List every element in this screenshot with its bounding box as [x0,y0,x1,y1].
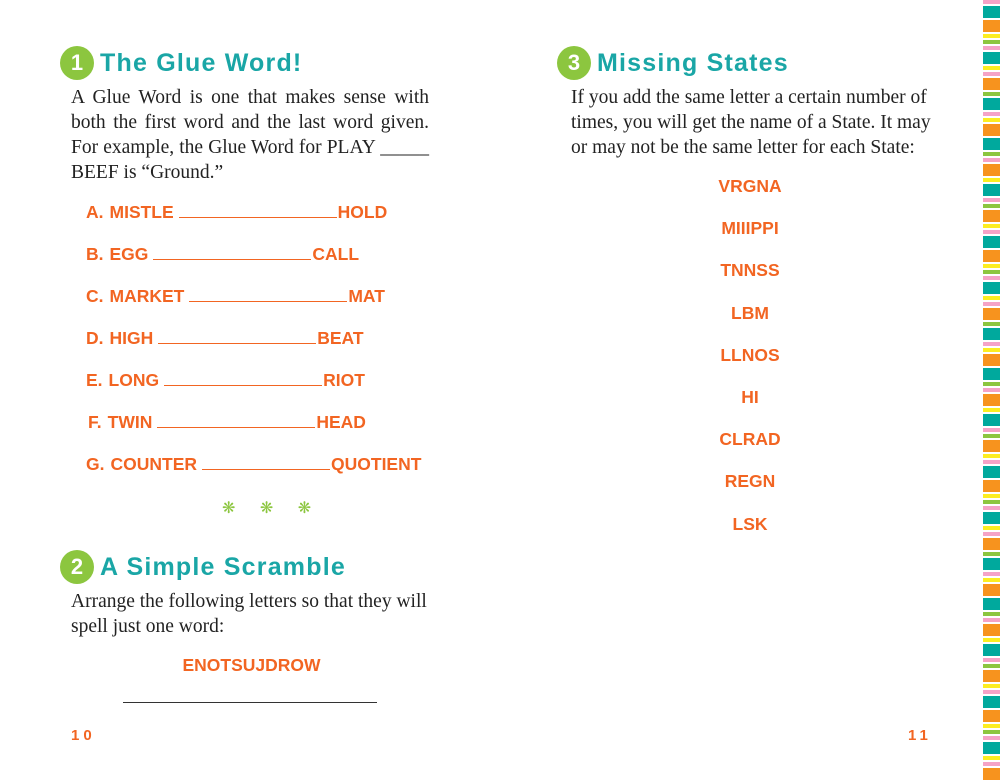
puzzle2-title: A Simple Scramble [100,552,346,581]
left-page [0,0,490,776]
stripe-segment [983,394,1000,406]
decorative-stripe-border [983,0,1000,776]
page-number-right: 11 [908,727,932,744]
stripe-segment [983,414,1000,426]
stripe-segment [983,368,1000,380]
glue-item-blank[interactable] [179,203,337,218]
glue-word-item [86,244,359,265]
puzzle1-title: The Glue Word! [100,48,303,77]
stripe-segment [983,624,1000,636]
puzzle2-intro: Arrange the following letters so that they will spell just one word: [71,591,427,637]
glue-item-last-word: CALL [312,244,360,264]
stripe-segment [983,328,1000,340]
state-puzzle-item: MIIIPPI [721,218,779,239]
stripe-segment [983,236,1000,248]
stripe-segment [983,210,1000,222]
glue-item-letter: E. [86,370,103,390]
puzzle1-intro: A Glue Word is one that makes sense with both the first word and the last word given. For example, the Glue Word for PLAY _____ BEEF is “Ground.” [71,87,429,183]
glue-item-first-word: MISTLE [109,202,174,222]
glue-item-letter: C. [86,286,104,306]
stripe-segment [983,52,1000,64]
stripe-segment [983,164,1000,176]
glue-item-last-word: QUOTIENT [331,454,422,474]
puzzle1-number-badge: 1 [60,46,94,80]
stripe-segment [983,440,1000,452]
stripe-segment [983,282,1000,294]
stripe-segment [983,644,1000,656]
stripe-segment [983,480,1000,492]
stripe-segment [983,6,1000,18]
stripe-segment [983,742,1000,754]
glue-item-letter: A. [86,202,104,222]
stripe-segment [983,138,1000,150]
glue-item-first-word: TWIN [107,412,153,432]
stripe-segment [983,184,1000,196]
glue-item-blank[interactable] [158,329,316,344]
puzzle3-heading [557,46,789,80]
stripe-segment [983,538,1000,550]
glue-item-first-word: MARKET [109,286,185,306]
state-puzzle-item: HI [741,387,759,407]
state-puzzle-item: LBM [731,302,769,323]
glue-item-letter: F. [88,412,102,432]
glue-item-first-word: LONG [108,370,160,390]
puzzle3-title: Missing States [597,48,789,77]
stripe-segment [983,20,1000,32]
stripe-segment [983,768,1000,780]
state-puzzle-item: LSK [732,513,768,534]
glue-item-last-word: BEAT [317,328,364,348]
stripe-segment [983,466,1000,478]
glue-item-letter: B. [86,244,104,264]
right-page [500,0,975,776]
puzzle1-heading [60,46,302,80]
answer-line [123,702,377,703]
puzzle3-number-badge: 3 [557,46,591,80]
glue-word-item [88,412,366,433]
glue-item-last-word: HEAD [316,412,366,432]
state-puzzle-item: REGN [724,471,776,492]
stripe-segment [983,354,1000,366]
glue-item-blank[interactable] [189,287,347,302]
state-puzzle-item: LLNOS [720,344,780,365]
stripe-segment [983,98,1000,110]
page-number-left: 10 [71,727,96,744]
stripe-segment [983,308,1000,320]
glue-word-item [86,202,387,223]
state-puzzle-item: TNNSS [720,260,780,281]
glue-item-last-word: MAT [348,286,385,306]
state-puzzle-item: VRGNA [718,176,782,196]
state-puzzle-item: CLRAD [719,429,781,450]
stripe-segment [983,78,1000,90]
glue-item-letter: D. [86,328,104,348]
glue-item-first-word: COUNTER [110,454,198,474]
stripe-segment [983,670,1000,682]
glue-item-first-word: HIGH [109,328,154,348]
stripe-segment [983,512,1000,524]
glue-word-item [86,370,365,391]
stripe-segment [983,710,1000,722]
glue-item-last-word: HOLD [337,202,388,222]
glue-item-blank[interactable] [153,245,311,260]
puzzle2-number-badge: 2 [60,550,94,584]
stripe-segment [983,696,1000,708]
glue-item-blank[interactable] [202,455,330,470]
stripe-segment [983,558,1000,570]
scramble-letters: ENOTSUJDROW [182,655,321,675]
glue-item-letter: G. [86,454,105,474]
puzzle3-intro: If you add the same letter a certain number of times, you will get the name of a State. It may or may not be the same letter for each State: [571,87,931,158]
glue-item-first-word: EGG [109,244,149,264]
glue-item-blank[interactable] [164,371,322,386]
glue-word-item [86,286,385,307]
stripe-segment [983,584,1000,596]
glue-item-last-word: RIOT [323,370,365,390]
stripe-segment [983,250,1000,262]
section-divider: ❋ ❋ ❋ [222,500,322,517]
glue-item-blank[interactable] [157,413,315,428]
stripe-segment [983,124,1000,136]
stripe-segment [983,598,1000,610]
glue-word-item [86,454,421,475]
puzzle2-heading [60,550,346,584]
glue-word-item [86,328,364,349]
